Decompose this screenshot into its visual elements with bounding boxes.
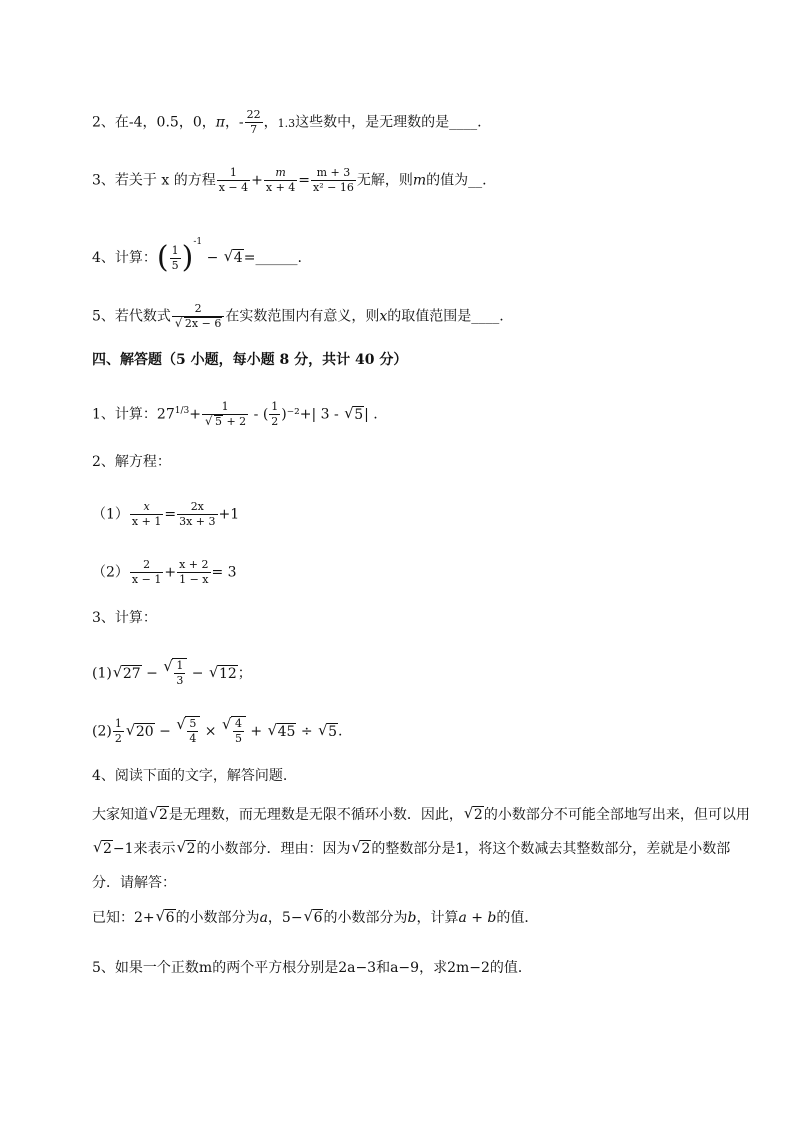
known-condition: 已知：2+√ 6的小数部分为a，5−√ 6的小数部分为b，计算a + b的值．	[92, 908, 538, 928]
equation-2-1: （1） $\frac{x}{x + 1}$ = $\frac{2x}{3x + 3}$ +1	[92, 500, 240, 528]
fraction-1: $\frac{1}{x - 4}$	[218, 166, 249, 194]
fraction-sqrt5: 1 √ 5 + 2	[202, 400, 248, 429]
question-5: 5、若代数式 2 √ 2x − 6 在实数范围内有意义，则x的取值范围是____.	[92, 302, 504, 331]
calc-3-1: (1)√ 27 − √ $\frac{1}{3}$ − √ 12；	[92, 658, 252, 688]
question-4: 4、计算：( $\frac{1}{5}$ )$^{-1}$ − √ 4=______.	[92, 232, 302, 273]
answer-blank[interactable]: ______	[255, 250, 298, 266]
answer-question-3: 3、计算：	[92, 610, 157, 626]
answer-question-5: 5、如果一个正数m的两个平方根分别是2a−3和a−9，求2m−2的值．	[92, 960, 532, 976]
repeating-decimal: 1.3	[277, 116, 296, 130]
answer-question-4: 4、阅读下面的文字，解答问题.	[92, 768, 288, 784]
equation-2-2: （2） $\frac{2}{x - 1}$ + $\frac{x + 2}{1 - x}$ = 3	[92, 558, 237, 586]
fraction-3: $\frac{m + 3}{\text{x² − 16}}$	[313, 166, 354, 194]
pi-symbol: π	[215, 114, 225, 131]
fraction-1-5: $\frac{1}{5}$	[171, 243, 179, 272]
answer-blank[interactable]: ____	[449, 114, 478, 131]
fraction-2: $\frac{m}{x + 4}$	[265, 166, 296, 194]
answer-question-1: 1、计算：$27^{1/3}+$ 1 √ 5 + 2 - ( $\frac{1}{2}$ )⁻²+| 3 - √ 5| .	[92, 400, 378, 429]
section-heading: 四、解答题（5 小题，每小题 8 分，共计 40 分）	[92, 352, 408, 368]
answer-blank[interactable]: __	[468, 172, 483, 189]
reading-passage: 大家知道√ 2是无理数，而无理数是无限不循环小数．因此，√ 2的小数部分不可能全部地写出来，但可以用√ 2−1来表示√ 2的小数部分．理由：因为√ 2的整数部分是1，将这个数减去其整数部分，差就是小数部分．请解答：	[92, 798, 752, 900]
question-2: 2、在-4，0.5，0，π，- $\frac{22}{7}$ ，1.3这些数中，是无理数的是____.	[92, 108, 482, 136]
answer-blank[interactable]: ____	[471, 308, 500, 325]
answer-question-2: 2、解方程：	[92, 454, 171, 470]
fraction-22-7: $\frac{22}{7}$	[246, 108, 261, 136]
calc-3-2: (2) $\frac{1}{2}$ √ 20 − √ $\frac{5}{4}$ × √ $\frac{4}{5}$ + √ 45 ÷ √ 5.	[92, 716, 342, 746]
fraction-half: $\frac{1}{2}$	[271, 400, 279, 428]
sqrt: √ 4	[224, 248, 244, 268]
fraction-2-sqrt: 2 √ 2x − 6	[172, 302, 224, 331]
question-3: 3、若关于 x 的方程 $\frac{1}{x - 4}$ + $\frac{m}{x + 4}$ = $\frac{m + 3}{\text{x² − 16}}$ 无解，则m的值为__.	[92, 166, 487, 194]
